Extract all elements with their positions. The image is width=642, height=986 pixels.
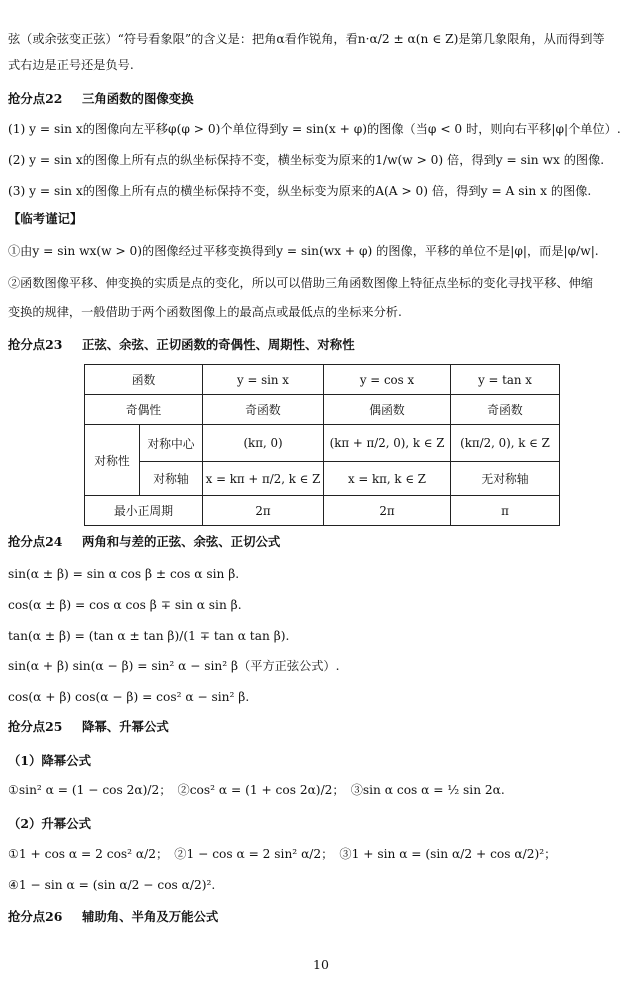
- table-header-cell: y = tan x: [451, 365, 560, 395]
- table-cell: π: [451, 496, 560, 526]
- section-number: 抢分点25: [8, 719, 63, 734]
- table-cell: 2π: [324, 496, 451, 526]
- table-header-cell: 函数: [85, 365, 203, 395]
- table-header-cell: y = cos x: [324, 365, 451, 395]
- text-line: 弦（或余弦变正弦）“符号看象限”的含义是：把角α看作锐角，看n·α/2 ± α(n ∈ Z)是第几象限角，从而得到等: [8, 32, 605, 46]
- table-cell: 对称轴: [140, 462, 203, 496]
- formula-line: ①1 + cos α = 2 cos² α/2； ②1 − cos α = 2 sin² α/2； ③1 + sin α = (sin α/2 + cos α/2)²；: [8, 847, 557, 861]
- table-cell: (kπ + π/2, 0), k ∈ Z: [324, 425, 451, 462]
- section-number: 抢分点26: [8, 909, 63, 924]
- section-heading-23: [8, 336, 634, 354]
- section-title: 降幂、升幂公式: [82, 719, 169, 734]
- formula-line: ④1 − sin α = (sin α/2 − cos α/2)².: [8, 878, 216, 892]
- formula-line: ①sin² α = (1 − cos 2α)/2； ②cos² α = (1 + cos 2α)/2； ③sin α cos α = ½ sin 2α.: [8, 783, 505, 797]
- table-row: [85, 462, 560, 496]
- formula-line: sin(α + β) sin(α − β) = sin² α − sin² β（平方正弦公式）.: [8, 659, 340, 673]
- section-heading-22: [8, 90, 634, 108]
- section-number: 抢分点23: [8, 337, 63, 352]
- section-number: 抢分点22: [8, 91, 63, 106]
- table-cell: 最小正周期: [85, 496, 203, 526]
- formula-line: tan(α ± β) = (tan α ± tan β)/(1 ∓ tan α tan β).: [8, 629, 290, 643]
- table-cell: (kπ/2, 0), k ∈ Z: [451, 425, 560, 462]
- formula-line: cos(α + β) cos(α − β) = cos² α − sin² β.: [8, 690, 250, 704]
- table-row: [85, 365, 560, 395]
- table-row: [85, 425, 560, 462]
- section-heading-25: [8, 718, 634, 736]
- text-line: (3) y = sin x的图像上所有点的横坐标保持不变，纵坐标变为原来的A(A > 0) 倍，得到y = A sin x 的图像.: [8, 184, 592, 198]
- table-cell: 偶函数: [324, 395, 451, 425]
- table-cell: 2π: [203, 496, 324, 526]
- text-line: 式右边是正号还是负号.: [8, 58, 134, 72]
- text-line: ②函数图像平移、伸变换的实质是点的变化，所以可以借助三角函数图像上特征点坐标的变化寻找平移、伸缩: [8, 276, 593, 290]
- subsection-title: （1）降幂公式: [8, 753, 91, 768]
- formula-line: sin(α ± β) = sin α cos β ± cos α sin β.: [8, 567, 240, 581]
- table-cell: 奇偶性: [85, 395, 203, 425]
- text-line: ①由y = sin wx(w > 0)的图像经过平移变换得到y = sin(wx + φ) 的图像，平移的单位不是|φ|，而是|φ/w|.: [8, 244, 599, 258]
- table-cell: x = kπ + π/2, k ∈ Z: [203, 462, 324, 496]
- table-cell: 对称中心: [140, 425, 203, 462]
- section-number: 抢分点24: [8, 534, 63, 549]
- note-title: 【临考谨记】: [8, 211, 83, 226]
- section-title: 辅助角、半角及万能公式: [82, 909, 219, 924]
- section-heading-24: [8, 533, 634, 551]
- trig-properties-table: [84, 364, 560, 526]
- section-title: 正弦、余弦、正切函数的奇偶性、周期性、对称性: [82, 337, 355, 352]
- table-row: [85, 496, 560, 526]
- text-line: 变换的规律，一般借助于两个函数图像上的最高点或最低点的坐标来分析.: [8, 305, 402, 319]
- formula-line: cos(α ± β) = cos α cos β ∓ sin α sin β.: [8, 598, 242, 612]
- table-header-cell: y = sin x: [203, 365, 324, 395]
- table-row: [85, 395, 560, 425]
- table-cell: 无对称轴: [451, 462, 560, 496]
- table-cell: x = kπ, k ∈ Z: [324, 462, 451, 496]
- section-heading-26: [8, 908, 634, 926]
- table-cell: 对称性: [85, 425, 140, 496]
- table-cell: (kπ, 0): [203, 425, 324, 462]
- text-line: (2) y = sin x的图像上所有点的纵坐标保持不变，横坐标变为原来的1/w(w > 0) 倍，得到y = sin wx 的图像.: [8, 153, 605, 167]
- table-cell: 奇函数: [451, 395, 560, 425]
- table-cell: 奇函数: [203, 395, 324, 425]
- subsection-title: （2）升幂公式: [8, 816, 91, 831]
- section-title: 两角和与差的正弦、余弦、正切公式: [82, 534, 281, 549]
- text-line: (1) y = sin x的图像向左平移φ(φ > 0)个单位得到y = sin(x + φ)的图像（当φ < 0 时，则向右平移|φ|个单位）.: [8, 122, 621, 136]
- section-title: 三角函数的图像变换: [82, 91, 194, 106]
- page-number: 10: [313, 957, 329, 972]
